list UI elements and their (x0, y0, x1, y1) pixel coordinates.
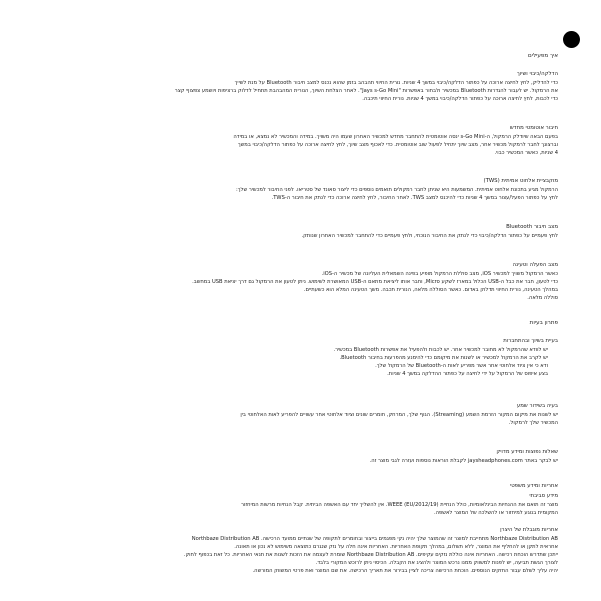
section-heading: מצב הפעלה וטעינה (512, 262, 558, 269)
section-pairing-issue (40, 337, 558, 379)
section-heading: מצב חיבור Bluetooth (506, 224, 558, 231)
paragraph-line: ייתכן שתדרש הוכחת רכישה. האחריות אינה כוללת נזקים עקיפים. Northbaze Distribution AB שומרת לעצמה את הזכות לשנות את תנאי האחריות. כל זאת בכפוף לחוק. (183, 551, 558, 558)
paragraph-line: כאשר הרמקול משויך למכשיר iOS, מצב סוללת הרמקול מופיע בפינה השמאלית העליונה של מכשיר ה-iOS. (321, 271, 558, 278)
paragraph-line: סוללה מלאה. (527, 294, 558, 301)
list-item: • בצע איפוס של הרמקול על ידי לחיצה על כפתור ההדלקה במשך 4 שניות. (40, 371, 548, 379)
section-heading: מוקבציית אלחוט אמיתית (TWS) (483, 178, 558, 185)
list-item: • יש לקרב את הרמקול למכשיר או לשנות את מיקומם כדי להימנע מהפרעות בחיבור Bluetooth. (40, 355, 548, 363)
corner-bullet-dot (563, 31, 580, 48)
paragraph-line: הרמקול מגיע בתכונת אלחוט אמיתית. המשמעות היא שניתן לחבר רמקולים תואמים נוספים כדי ליצור סאונד של סטריאו. לפני החיבור למכשיר שלך: (236, 187, 558, 194)
section-subheading: מידע סביבתי (529, 493, 558, 500)
section-faq (40, 448, 558, 466)
paragraph-line: וברצונך לחבר לרמקול מכשיר אחר, מצב שיוך יתחיל לפעול שוב אוטומטית. כדי לאכוף מצב שיוך, לחץ לחיצה ארוכה על כפתור הדלקה/כיבוי במשך (237, 141, 558, 148)
list-item: • יש לוודא שהרמקול לא מחובר למכשיר אחר. יש לכבות ולהפעיל את אפשרות Bluetooth במכשיר. (40, 347, 548, 355)
paragraph-line: כדי להדליק, לחץ לחיצה ארוכה על כפתור הדלקה/כיבוי במשך 4 שניות. נורית החיווי תהבהב בזמן שהוא נכנס למצב חיבור Bluetooth על מנת לשייך (234, 80, 558, 86)
list-item: • ודא כי אין ציוד אלחוטי אחר אשר מפריע לאות ה-Bluetooth של הרמקול שלך. (40, 363, 548, 371)
section-power-charging (40, 261, 558, 303)
paragraph-line: לחץ פעמיים על כפתור הדלקה/כיבוי כדי לנתק את החיבור הנוכחי, ולחץ פעמיים כדי להתחבר למכשיר האחרון שנותק. (301, 233, 558, 240)
paragraph-line: יש לבקר באתר jaysheadphones.com לקבלת הוראות נוספות ועזרה לגבי מוצר זה. (369, 458, 558, 465)
paragraph-line: בפעם הבאה שיודלק הרמקול, ה-s-Go Mini ינסה אוטומטית להתחבר מחדש למכשיר האחרון שעמו היה משויך. במידה והמכשיר לא נמצא, או במידה (233, 133, 558, 140)
section-bluetooth-mode (40, 223, 558, 241)
section-heading: בעיה בשידור שמע (516, 403, 558, 410)
paragraph-line: את הרמקול. יש לעבור להגדרות Bluetooth במכשיר ולבחור באפשרות "Jays s-Go Mini". לאחר הצלחת השיוך, הנורית המהבהבת תתחיל לדלוק ברציפות ויושמע צפצוף קצר (174, 87, 558, 94)
paragraph-line: Northbaze Distribution AB מתחייבת למוצר זה שהמוצר שלך יהיה נקי מפגמים בייצור ובחומרים לתקופה של שנתיים ממועד הרכישה. Northbaze Distribution AB (191, 535, 558, 542)
troubleshooting-title: פתרון בעיות (529, 319, 558, 326)
paragraph-line: לצורך הגשת תביעה, יש לפנות למשווק ממנו נרכש המוצר ולהציג את הקבלה. הכיסוי ניתן לרוכש המקורי בלבד. (315, 559, 558, 566)
section-power-pairing (40, 70, 558, 104)
paragraph-line: לחץ על כפתור הפעל/עצור במשך 4 שניות כדי להיכנס למצב TWS. לאחר החיבור, לחץ לחיצה ארוכה כדי לנתק את חיבור ה-TWS. (271, 195, 558, 202)
section-heading: חיבור אוטומטי מחדש (509, 124, 558, 131)
section-tws (40, 177, 558, 203)
section-heading: אחריות מוגבלת של היצרן (500, 526, 558, 533)
paragraph-line: יש לשנות את מיקום המקור הזרמת השמע (Streaming). הגוף שלך, המרחק, חומרים שונים וציוד אלחוטי אחר עשויים להפריע לאות האלחוטי בין (240, 412, 558, 419)
manual-document (40, 52, 558, 583)
paragraph-line: יהיה עליך לשלם עבור החזקים הנוספים. הוכחת הרכישה צריכה לציין בבירור את תאריך הרכישה. את שם המוצר ואת פרטי המשווק המורשה. (252, 567, 558, 574)
section-heading: הדלקה/כיבוי ושיוך (516, 71, 558, 77)
paragraph-line: המקומית בנוגע למיחזור או להשלכה של המוצר לאשפה. (434, 510, 558, 517)
bullet-list (40, 347, 558, 379)
paragraph-line: כדי לכבות, לחץ לחיצה ארוכה על כפתור הדלקה/כיבוי במשך 4 שניות. נורית החיווי תיכבה. (362, 95, 558, 102)
paragraph-line: במהלך הטעינה, נורית החיווי תדלוק באדום. כאשר הסוללה מלאה, הנורית תכבה. משך הטעינה המלא הוא כשעתיים. (303, 286, 558, 293)
section-auto-reconnect (40, 124, 558, 158)
section-audio-issue (40, 402, 558, 428)
paragraph-line: אחראית לתקן או להחליף את המוצר, ללא תשלום, במהלך תקופת האחריות. האחריות אינה חלה על נזק שנגרם כתוצאה משימוש לא נכון או תאונה. (234, 543, 558, 550)
section-heading: בעיית בשיוך ובהתחברות (503, 337, 558, 344)
section-heading: אחריות ומידע משפטי (509, 483, 558, 490)
section-heading: שאלות נפוצות ומידע מדויק (496, 449, 558, 456)
section-warranty (40, 526, 558, 576)
paragraph-line: המכשיר שלך לרמקול. (508, 420, 558, 427)
paragraph-line: כדי לטעון, חבר את כבל ה-USB הכלול במארז לשקע Micro, וחבר אותו ליציאת מתאם ה-USB המאושרת לשימוש. ניתן לטעון את הרמקול גם דרך יציאת USB במחשב. (192, 279, 558, 286)
page-title: איך מפעילים (528, 53, 558, 59)
paragraph-line: מוצר זה תואם את ההנחיות הבינלאומיות, כולל הנחיית WEEE (EU/2012/19). אין להשליך יחד עם האשפה הביתית. קבל הנחיות מרשות המיחזור (241, 502, 558, 509)
paragraph-line: 4 שניות, כאשר המכשיר כבוי. (494, 149, 558, 156)
section-legal (40, 482, 558, 518)
